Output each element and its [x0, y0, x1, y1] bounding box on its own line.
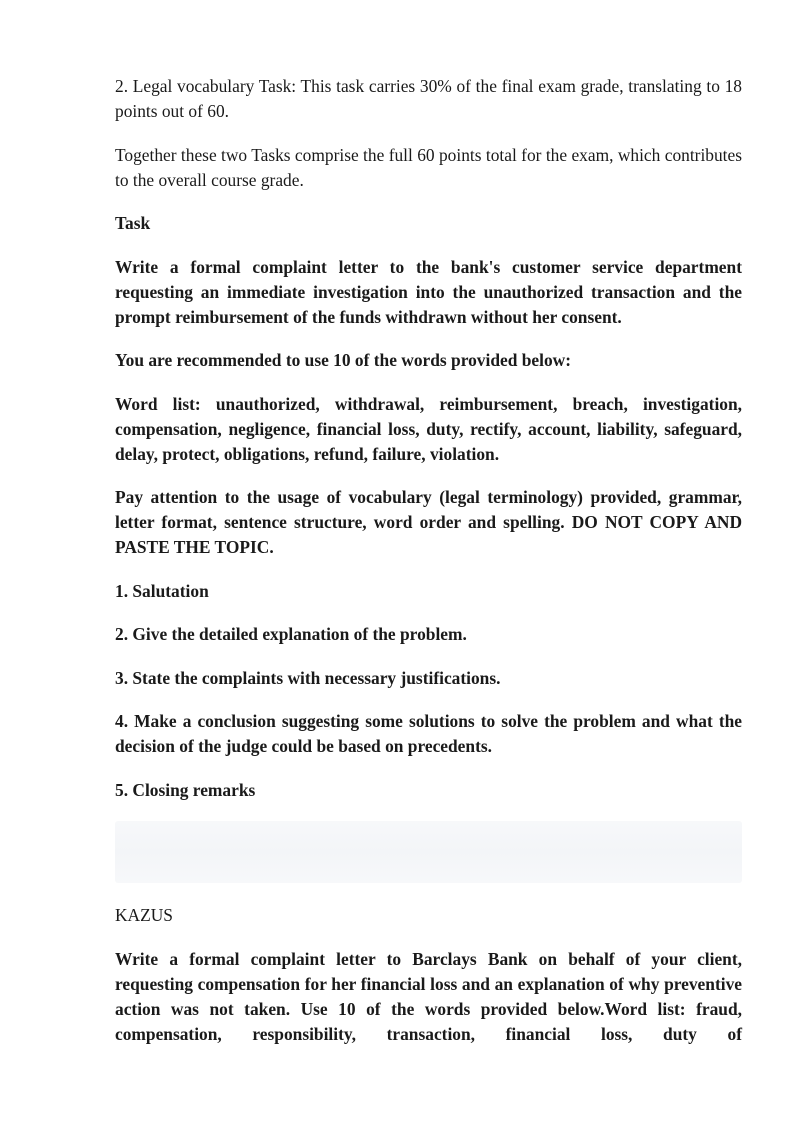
exam-total-paragraph: Together these two Tasks comprise the full 60 points total for the exam, which contributes to the overall course grade. [115, 144, 742, 190]
step-complaints: 3. State the complaints with necessary justifications. [115, 667, 501, 688]
word-recommendation: You are recommended to use 10 of the words provided below: [115, 350, 572, 370]
task-heading: Task [115, 213, 151, 233]
document-page [115, 74, 742, 1065]
step-conclusion: 4. Make a conclusion suggesting some solutions to solve the problem and what the decision of the judge could be based on precedents. [115, 711, 742, 756]
blurred-region [115, 821, 742, 883]
exam-task-weight-paragraph: 2. Legal vocabulary Task: This task carries 30% of the final exam grade, translating to 18 points out of 60. [115, 76, 742, 121]
kazus-instructions: Write a formal complaint letter to Barclays Bank on behalf of your client, requesting compensation for her financial loss and an explanation of why preventive action was not taken. Use 10 of the words provided below.Word list: fraud, compensation, responsibility, transaction, financial loss, duty of [115, 948, 742, 1044]
step-closing: 5. Closing remarks [115, 779, 256, 800]
task-instructions: Write a formal complaint letter to the bank's customer service department requesting an immediate investigation into the unauthorized transaction and the prompt reimbursement of the funds withdrawn without her consent. [115, 256, 742, 327]
attention-note: Pay attention to the usage of vocabulary (legal terminology) provided, grammar, letter format, sentence structure, word order and spelling. DO NOT COPY AND PASTE THE TOPIC. [115, 487, 742, 557]
step-salutation: 1. Salutation [115, 580, 209, 601]
word-list: Word list: unauthorized, withdrawal, reimbursement, breach, investigation, compensation, negligence, financial loss, duty, rectify, account, liability, safeguard, delay, protect, obligations, refund, failure, violation. [115, 393, 742, 464]
step-explanation: 2. Give the detailed explanation of the problem. [115, 624, 467, 644]
kazus-heading: KAZUS [115, 905, 173, 925]
